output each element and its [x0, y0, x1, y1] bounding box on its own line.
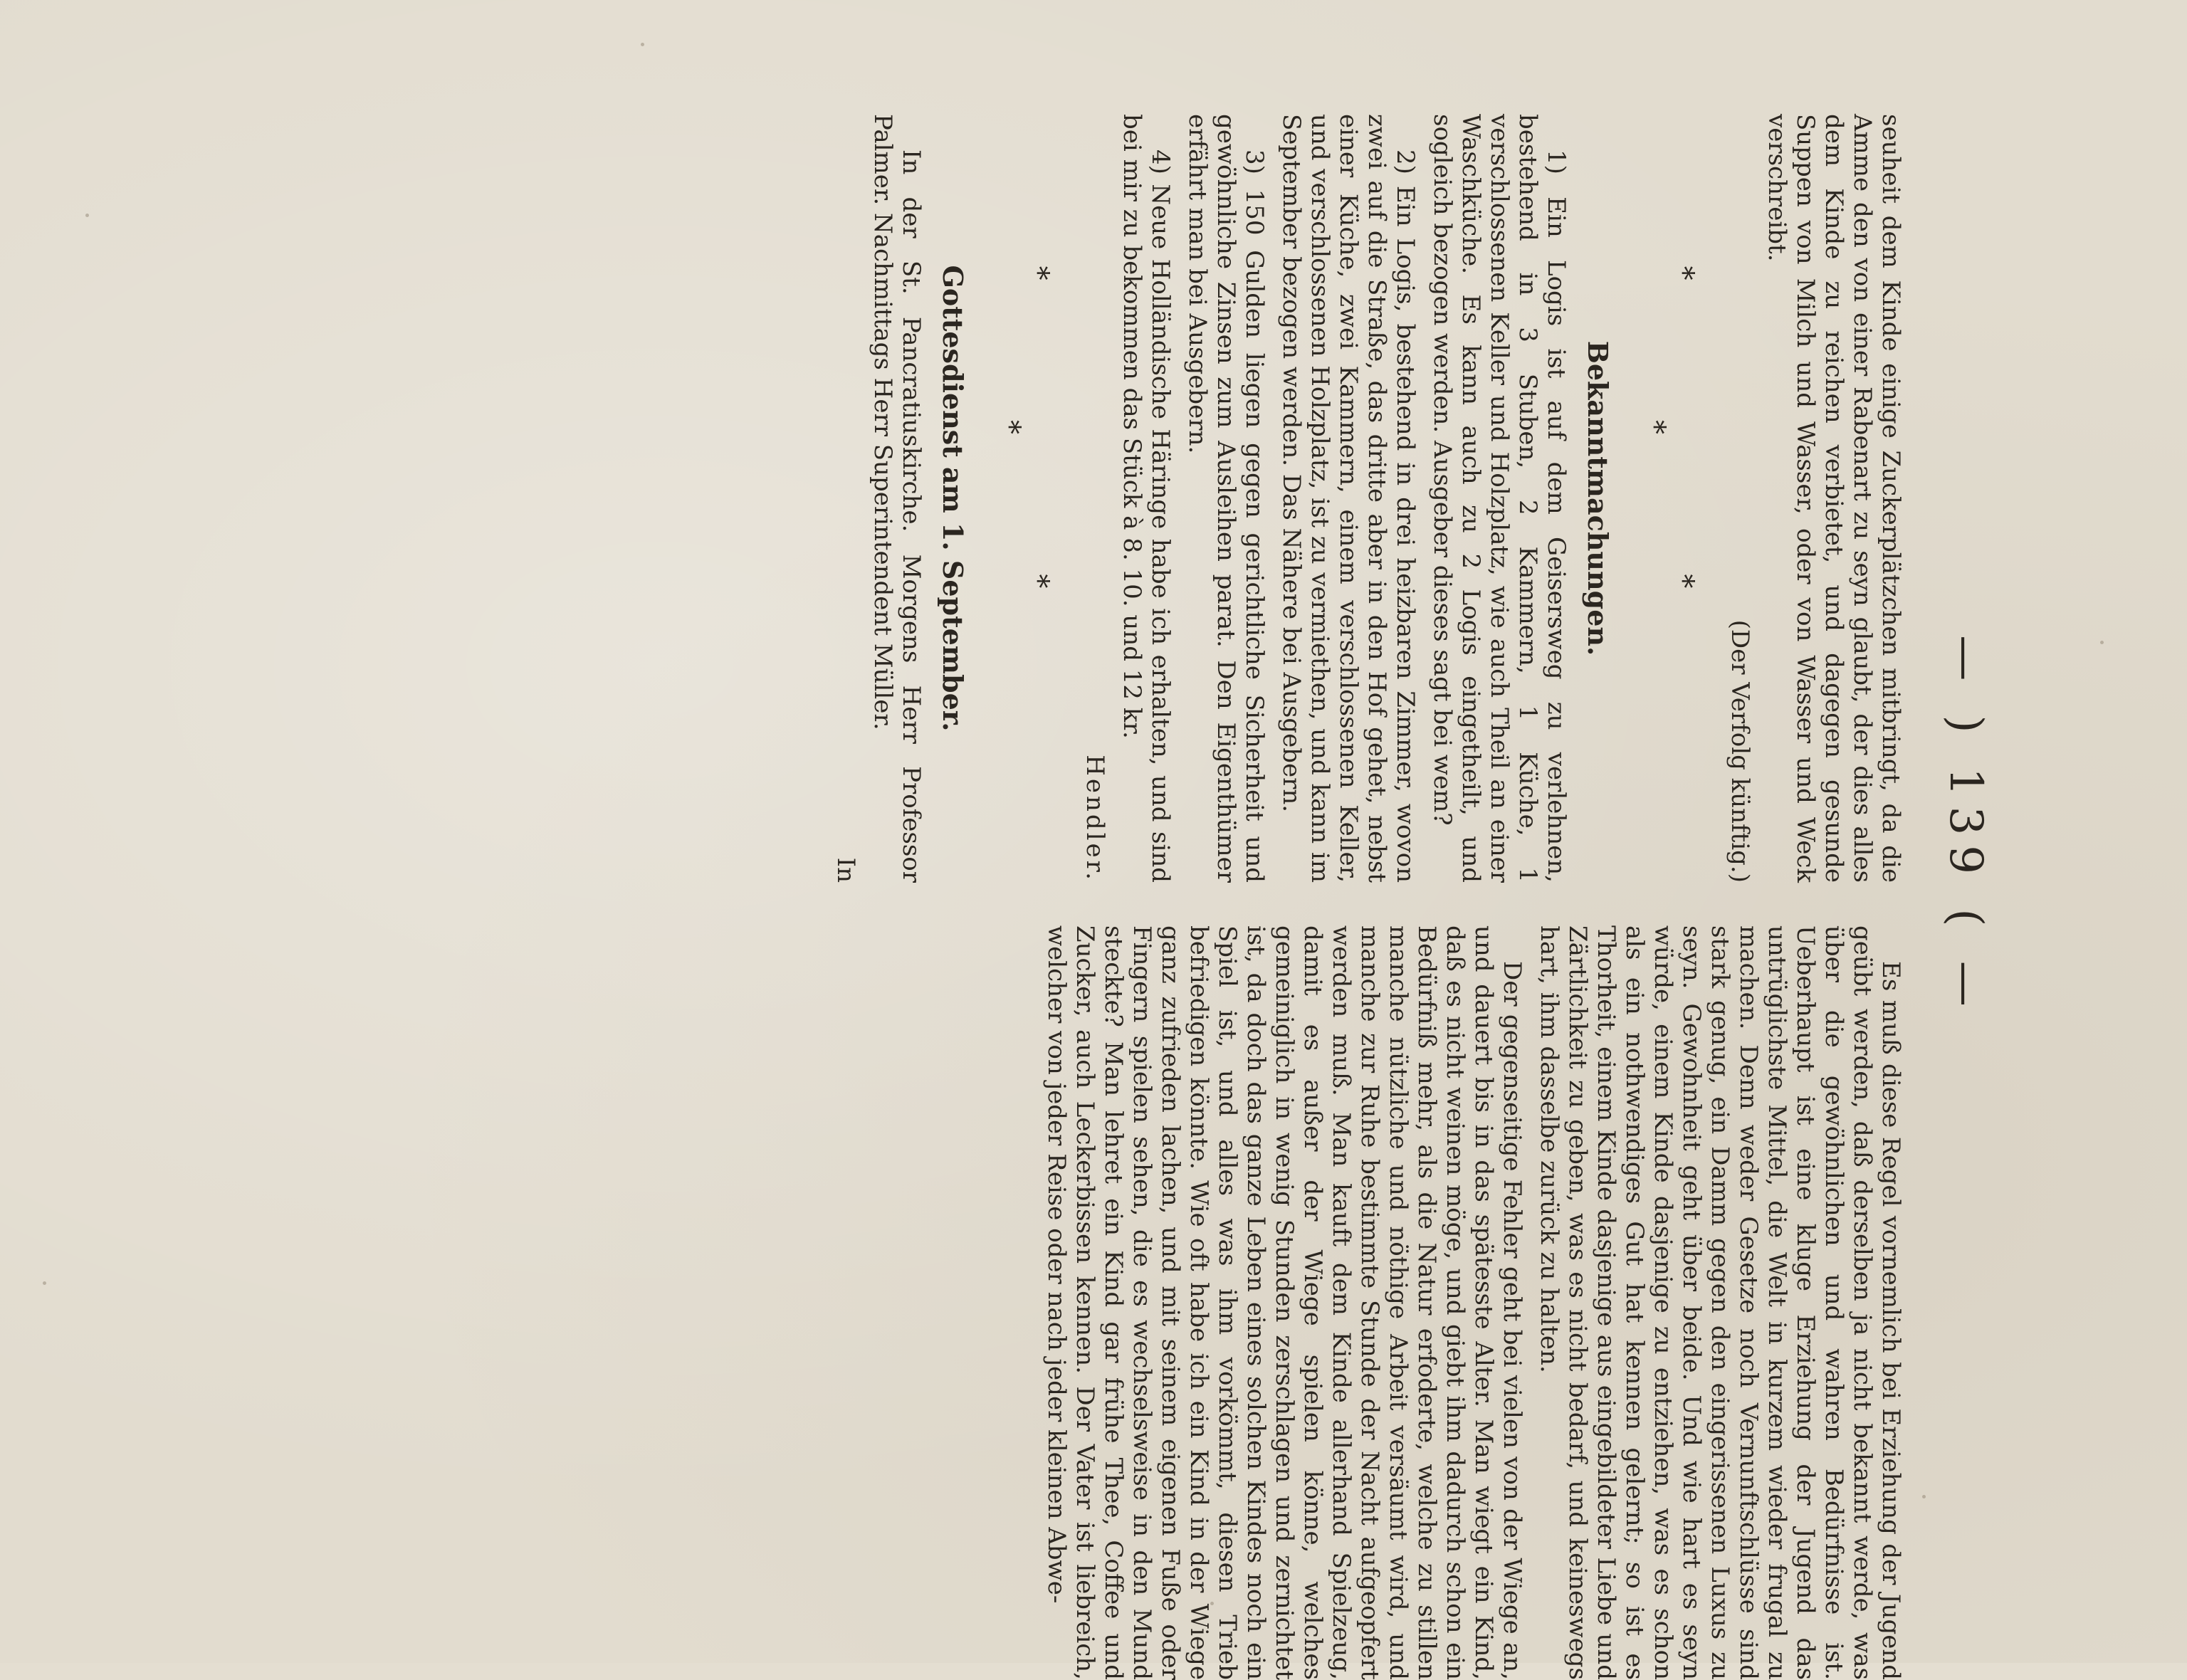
announcement-item: 3) 150 Gulden liegen gegen gerichtliche Sicherheit und gewöhnliche Zinsen zum Ausleihen parat. Den Eigenthümer erfährt man bei Ausgebern. [1183, 114, 1269, 883]
paper-speck [43, 1281, 46, 1285]
catchword: In [832, 857, 860, 883]
right-column [1034, 925, 1905, 1680]
paper-speck [641, 43, 644, 46]
continuation-note: (Der Verfolg künftig.) [1726, 619, 1754, 883]
paragraph-continuation: seuheit dem Kinde einige Zuckerplätzchen mitbringt, da die Amme den von einer Rabenart zu seyn glaubt, der dies alles dem Kinde zu reichen verbietet, und dagegen gesunde Suppen von Milch und Wasser, oder von Wasser und Weck verschreibt. [1763, 114, 1905, 883]
paper-speck [85, 214, 89, 217]
page-number: — ) 139 ( — [1939, 635, 1992, 1017]
paper-speck [2100, 641, 2104, 644]
announcement-signature: Hendler. [1081, 755, 1109, 883]
left-column [823, 114, 1905, 883]
announcement-item: 4) Neue Holländische Häringe habe ich erhalten, und sind bei mir zu bekommen das Stück à 8. 10. und 12 kr. [1118, 114, 1175, 883]
announcements-heading: Bekanntmachungen. [1582, 340, 1614, 656]
announcement-item: 1) Ein Logis ist auf dem Geisersweg zu verlehnen, bestehend in 3 Stuben, 2 Kammern, 1 Küche, 1 verschlossenen Keller und Holzplatz, wie auch Theil an einer Waschküche. Es kann auch zu 2 Logis eingetheilt, und sogleich bezogen werden. Ausgeber dieses sagt bei wem? [1428, 114, 1570, 883]
announcement-item: 2) Ein Logis, bestehend in drei heizbaren Zimmer, wovon zwei auf die Straße, das dritte aber in den Hof gehet, nebst einer Küche, zwei Kammern, einem verschlossenen Keller, und verschlossenen Holzplatz, ist zu vermiethen, und kann im September bezogen werden. Das Nähere bei Ausgebern. [1277, 114, 1420, 883]
ornament-stars: * * * [1638, 266, 1699, 731]
service-text: In der St. Pancratiuskirche. Morgens Herr Professor Palmer. Nachmittags Herr Superintendent Müller. [869, 114, 925, 883]
body-paragraph: Der gegenseitige Fehler geht bei vielen von der Wiege an, und dauert bis in das spätesste Alter. Man wiegt ein Kind, daß es nicht weinen möge, und giebt ihm dadurch schon ein Bedürfniß mehr, als die Natur erfoderte, welche zu stillen manche nützliche und nöthige Arbeit versäumt wird, und manche zur Ruhe bestimmte Stunde der Nacht aufgeopfert werden muß. Man kauft dem Kinde allerhand Spielzeug, damit es außer der Wiege spielen könne, welches gemeiniglich in wenig Stunden zerschlagen und zernichtet ist, da doch das ganze Leben eines solchen Kindes noch ein Spiel ist, und alles was ihm vorkömmt, diesen Trieb befriedigen könnte. Wie oft habe ich ein Kind in der Wiege ganz zufrieden lachen, und mit seinem eigenen Fuße oder Fingern spielen sehen, die es wechselsweise in den Mund steckte? Man lehret ein Kind gar frühe Thee, Coffee und Zucker, auch Leckerbissen kennen. Der Vater ist liebreich, welcher von jeder Reise oder nach jeder kleinen Abwe- [1042, 925, 1526, 1680]
ornament-stars: * * * [993, 266, 1054, 731]
service-heading: Gottesdienst am 1. September. [937, 265, 969, 732]
body-paragraph: Es muß diese Regel vornemlich bei Erziehung der Jugend geübt werden, daß derselben ja nicht bekannt werde, was über die gewöhnlichen und wahren Bedürfnisse ist. Ueberhaupt ist eine kluge Erziehung der Jugend das untrüglichste Mittel, die Welt in kurzem wieder frugal zu machen. Denn weder Gesetze noch Vernunftschlüsse sind stark genug, ein Damm gegen den eingerissenen Luxus zu seyn. Gewohnheit geht über beide. Und wie hart es seyn würde, einem Kinde dasjenige zu entziehen, was es schon als ein nothwendiges Gut hat kennen gelernt; so ist es Thorheit, einem Kinde dasjenige aus eingebildeter Liebe und Zärtlichkeit zu geben, was es nicht bedarf, und keineswegs hart, ihm dasselbe zurück zu halten. [1535, 925, 1905, 1680]
book-page [154, 114, 2005, 1680]
